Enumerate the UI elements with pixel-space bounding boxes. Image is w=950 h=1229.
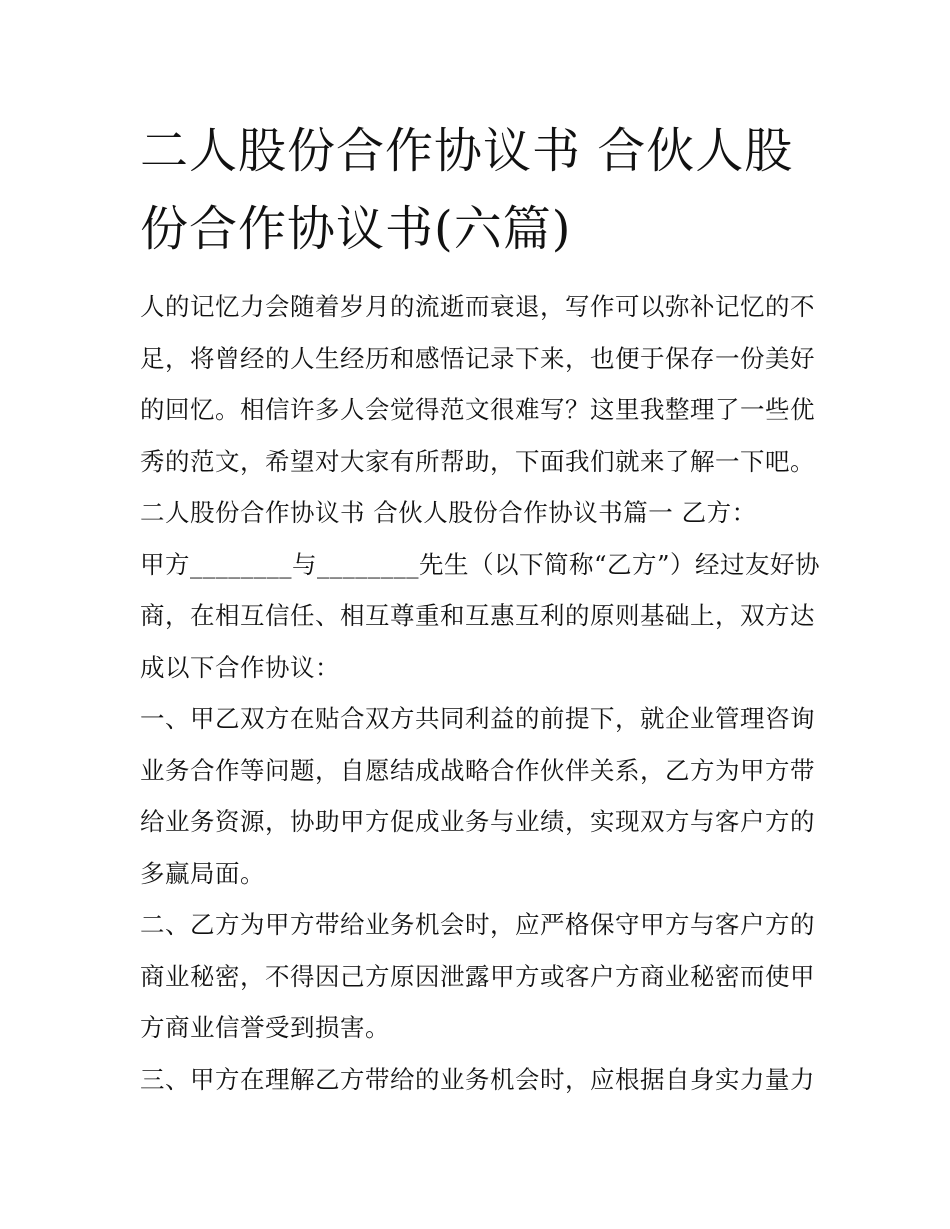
document-title <box>140 112 820 268</box>
title-line: 二人股份合作协议书 合伙人股 <box>140 123 794 179</box>
body-line: 秀的范文，希望对大家有所帮助，下面我们就来了解一下吧。 <box>140 446 815 476</box>
document-body <box>140 281 820 1105</box>
body-line: 一、甲乙双方在贴合双方共同利益的前提下，就企业管理咨询 <box>140 704 815 733</box>
body-line: 的回忆。相信许多人会觉得范文很难写？这里我整理了一些优 <box>140 395 815 424</box>
body-line: 业务合作等问题，自愿结成战略合作伙伴关系，乙方为甲方带 <box>140 755 815 785</box>
body-line: 商业秘密，不得因己方原因泄露甲方或客户方商业秘密而使甲 <box>140 961 815 991</box>
body-line: 二人股份合作协议书 合伙人股份合作协议书篇一 乙方： <box>140 498 757 527</box>
body-line: 成以下合作协议： <box>140 652 340 682</box>
body-line: 多赢局面。 <box>140 858 265 888</box>
body-line: 三、甲方在理解乙方带给的业务机会时，应根据自身实力量力 <box>140 1064 815 1094</box>
body-line: 方商业信誉受到损害。 <box>140 1013 390 1042</box>
document-page <box>140 112 820 1105</box>
body-line: 甲方________与________先生（以下简称“乙方”）经过友好协 <box>140 549 821 579</box>
body-line: 足，将曾经的人生经历和感悟记录下来，也便于保存一份美好 <box>140 343 815 373</box>
body-line: 给业务资源，协助甲方促成业务与业绩，实现双方与客户方的 <box>140 807 815 836</box>
body-line: 商，在相互信任、相互尊重和互惠互利的原则基础上，双方达 <box>140 601 815 630</box>
body-line: 人的记忆力会随着岁月的流逝而衰退，写作可以弥补记忆的不 <box>140 292 815 321</box>
title-line: 份合作协议书(六篇) <box>140 201 572 257</box>
body-line: 二、乙方为甲方带给业务机会时，应严格保守甲方与客户方的 <box>140 910 815 939</box>
